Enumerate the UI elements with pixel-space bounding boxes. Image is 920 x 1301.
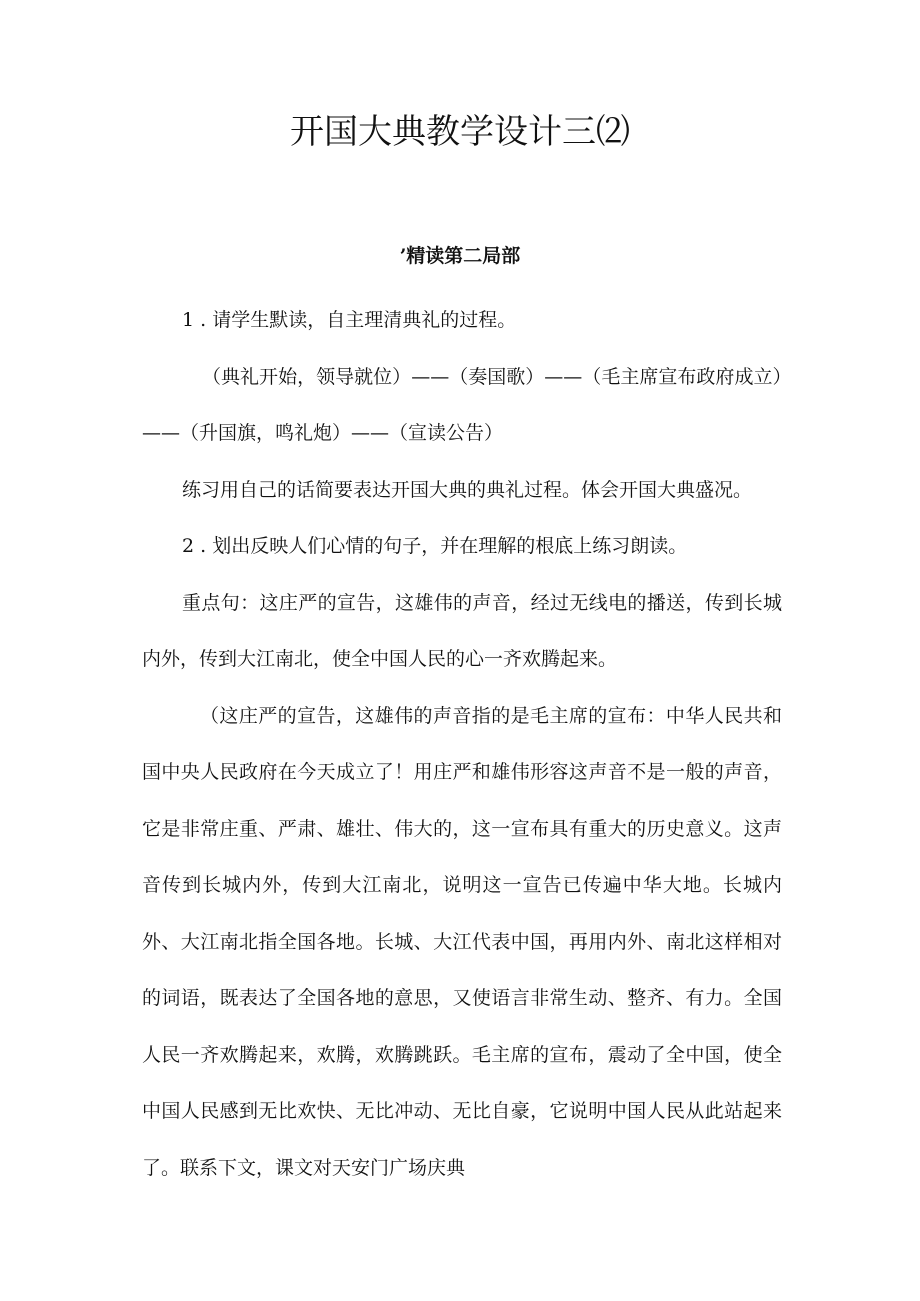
paragraph-key-sentence: 重点句：这庄严的宣告，这雄伟的声音，经过无线电的播送，传到长城内外，传到大江南北，使全中国人民的心一齐欢腾起来。 [142,591,782,670]
paragraph-explanation: （这庄严的宣告，这雄伟的声音指的是毛主席的宣布：中华人民共和国中央人民政府在今天成立了！用庄严和雄伟形容这声音不是一般的声音，它是非常庄重、严肃、雄壮、伟大的，这一宣布具有重大的历史意义。这声音传到长城内外，传到大江南北，说明这一宣告已传遍中华大地。长城内外、大江南北指全国各地。长城、大江代表中国，再用内外、南北这样相对的词语，既表达了全国各地的意思，又使语言非常生动、整齐、有力。全国人民一齐欢腾起来，欢腾，欢腾跳跃。毛主席的宣布，震动了全中国，使全中国人民感到无比欢快、无比冲动、无比自豪，它说明中国人民从此站起来了。联系下文，课文对天安门广场庆典 [142,704,782,1179]
paragraph-ceremony-sequence: （典礼开始，领导就位）——（奏国歌）——（毛主席宣布政府成立）——（升国旗，鸣礼炮）——（宣读公告） [142,365,782,444]
paragraph-practice: 练习用自己的话简要表达开国大典的典礼过程。体会开国大典盛况。 [182,478,753,501]
paragraph-step-1: 1 . 请学生默读，自主理清典礼的过程。 [182,309,517,331]
paragraph-step-2: 2 . 划出反映人们心情的句子，并在理解的根底上练习朗读。 [182,535,688,557]
document-title: 开国大典教学设计三⑵ [290,112,630,152]
document-body [142,292,782,1196]
section-heading: ’精读第二局部 [399,245,521,267]
